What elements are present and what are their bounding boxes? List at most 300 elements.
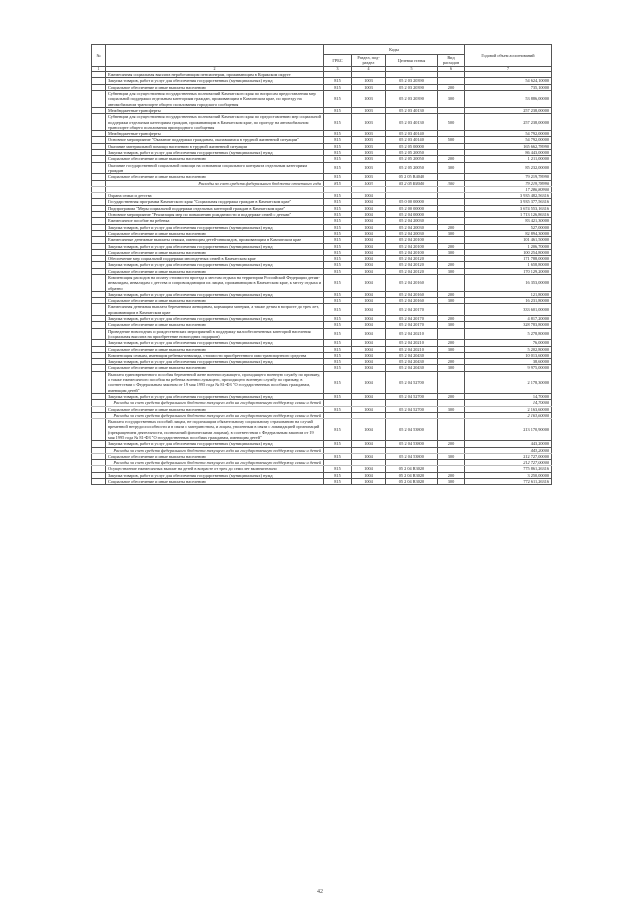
row-name: Социальное обеспечение и иные выплаты населению [106, 322, 324, 328]
row-section: 1003 [352, 150, 386, 156]
row-name: Расходы за счет средств федерального бюджета текущего года на государственную поддержку семьи и детей [106, 400, 324, 406]
row-expense-type [438, 274, 465, 291]
row-name: Подпрограмма "Меры социальной поддержки отдельных категорий граждан в Камчатском крае" [106, 205, 324, 211]
row-grbs: 815 [324, 193, 352, 199]
row-amount: 772 611,26316 [465, 479, 552, 485]
row-section: 1004 [352, 274, 386, 291]
row-name: Социальное обеспечение и иные выплаты населению [106, 365, 324, 371]
row-section: 1004 [352, 212, 386, 218]
row-target-article: 05 2 04 53800 [386, 453, 438, 459]
row-section: 1004 [352, 249, 386, 255]
row-grbs: 815 [324, 84, 352, 90]
row-name: Социальное обеспечение и иные выплаты населению [106, 249, 324, 255]
row-section: 1003 [352, 174, 386, 180]
row-amount: 3 674 553,16316 [465, 205, 552, 211]
row-target-article: 05 2 04 53800 [386, 441, 438, 447]
row-expense-type: 200 [438, 291, 465, 297]
row-expense-type: 300 [438, 91, 465, 108]
row-name: Ежемесячное пособие на ребенка [106, 218, 324, 224]
row-name: Социальное обеспечение и иные выплаты населению [106, 230, 324, 236]
row-amount: 79 219,78990 [465, 174, 552, 180]
row-amount: 86 443,00000 [465, 150, 552, 156]
row-expense-type: 300 [438, 346, 465, 352]
row-section: 1004 [352, 193, 386, 199]
row-expense-type: 300 [438, 268, 465, 274]
row-name: Закупка товаров, работ и услуг для обеспечения государственных (муниципальных) нужд [106, 340, 324, 346]
row-name: Социальное обеспечение и иные выплаты населению [106, 84, 324, 90]
row-grbs: 815 [324, 230, 352, 236]
row-amount: 9 975,00000 [465, 365, 552, 371]
row-target-article: 05 2 04 20160 [386, 291, 438, 297]
row-section: 1004 [352, 479, 386, 485]
row-grbs: 815 [324, 304, 352, 316]
row-section: 1004 [352, 472, 386, 478]
row-target-article: 05 2 04 20210 [386, 346, 438, 352]
row-expense-type [438, 419, 465, 441]
row-name: Субвенции для осуществления государственных полномочий Камчатского края по предоставлению мер социальной поддержки отдельным категориям граждан, проживающим в Камчатском крае, по проезду на автомобильном транспорте общего пользования пригородного сообщения [106, 114, 324, 131]
row-name: Государственная программа Камчатского края "Социальная поддержка граждан в Камчатском крае" [106, 199, 324, 205]
row-section: 1003 [352, 78, 386, 84]
row-name: Расходы за счет средств федерального бюджета текущего года на государственную поддержку семьи и детей [106, 460, 324, 466]
row-amount: 83 421,30000 [465, 218, 552, 224]
row-section: 1004 [352, 218, 386, 224]
row-number [92, 479, 106, 485]
row-grbs: 815 [324, 212, 352, 218]
row-section: 1003 [352, 180, 386, 186]
row-name: Закупка товаров, работ и услуг для обеспечения государственных (муниципальных) нужд [106, 243, 324, 249]
header-amount: Годовой объем ассигнований [465, 45, 552, 67]
row-section: 1003 [352, 143, 386, 149]
row-name: Проведение новогодних и рождественских мероприятий в поддержку малообеспеченных категорий населения (социальная выплата на приобретение новогодних подарков) [106, 328, 324, 340]
row-section: 1004 [352, 441, 386, 447]
row-name: Расходы за счет средств федерального бюджета текущего года на государственную поддержку семьи и детей [106, 447, 324, 453]
row-grbs: 815 [324, 107, 352, 113]
row-grbs: 815 [324, 328, 352, 340]
row-grbs: 815 [324, 365, 352, 371]
row-name: Основное мероприятие "Реализация мер по повышению рождаемости и поддержке семей с детьми" [106, 212, 324, 218]
row-name: Основное мероприятие "Оказание поддержки гражданам, оказавшимся в трудной жизненной ситуации" [106, 137, 324, 143]
row-grbs: 815 [324, 359, 352, 365]
row-section: 1004 [352, 466, 386, 472]
row-expense-type [438, 371, 465, 393]
row-target-article: 05 2 03 40130 [386, 107, 438, 113]
row-amount: 2 163,60000 [465, 412, 552, 418]
row-grbs: 815 [324, 419, 352, 441]
row-grbs: 815 [324, 472, 352, 478]
row-target-article: 05 2 05 R4040 [386, 174, 438, 180]
row-name: Социальное обеспечение и иные выплаты населению [106, 406, 324, 412]
row-target-article: 05 0 00 00000 [386, 199, 438, 205]
row-amount: 212 727,00000 [465, 453, 552, 459]
row-target-article: 05 2 00 00000 [386, 205, 438, 211]
row-expense-type: 200 [438, 340, 465, 346]
row-expense-type: 200 [438, 84, 465, 90]
row-grbs: 815 [324, 340, 352, 346]
row-expense-type: 200 [438, 393, 465, 399]
row-grbs: 815 [324, 162, 352, 174]
row-section: 1004 [352, 224, 386, 230]
row-name: Закупка товаров, работ и услуг для обеспечения государственных (муниципальных) нужд [106, 393, 324, 399]
row-target-article: 05 2 04 20120 [386, 262, 438, 268]
row-amount: 1 206,70000 [465, 243, 552, 249]
row-target-article: 05 2 04 20030 [386, 218, 438, 224]
row-section: 1004 [352, 256, 386, 262]
row-number [92, 328, 106, 340]
row-grbs: 815 [324, 453, 352, 459]
row-amount: 165 662,78990 [465, 143, 552, 149]
row-name: Охрана семьи и детства [106, 193, 324, 199]
row-grbs: 815 [324, 479, 352, 485]
row-section: 1004 [352, 243, 386, 249]
row-amount: 170 129,20000 [465, 268, 552, 274]
row-target-article: 05 2 04 20120 [386, 256, 438, 262]
table-row [92, 479, 552, 485]
table-row [92, 419, 552, 441]
row-section: 1004 [352, 205, 386, 211]
row-expense-type: 300 [438, 180, 465, 186]
row-amount: 54 624,10000 [465, 78, 552, 84]
row-grbs: 815 [324, 143, 352, 149]
row-grbs: 815 [324, 131, 352, 137]
header-number: № [92, 45, 106, 67]
row-number [92, 162, 106, 174]
row-grbs: 815 [324, 243, 352, 249]
row-name: Социальное обеспечение и иные выплаты населению [106, 453, 324, 459]
row-expense-type [438, 328, 465, 340]
row-grbs: 815 [324, 137, 352, 143]
table-row [92, 162, 552, 174]
row-amount: 527,00000 [465, 224, 552, 230]
column-index: 4 [352, 66, 386, 72]
row-grbs: 815 [324, 346, 352, 352]
row-target-article: 05 2 04 20210 [386, 328, 438, 340]
row-section: 1004 [352, 262, 386, 268]
row-grbs: 815 [324, 441, 352, 447]
row-target-article: 05 2 04 20160 [386, 274, 438, 291]
column-index: 5 [386, 66, 438, 72]
header-codes-group: Коды [324, 45, 465, 55]
row-target-article: 05 2 04 20430 [386, 365, 438, 371]
row-grbs: 815 [324, 352, 352, 358]
row-expense-type: 200 [438, 224, 465, 230]
row-amount: 38,60000 [465, 359, 552, 365]
row-target-article: 05 2 04 20100 [386, 243, 438, 249]
row-amount: 17 286,80900 [465, 186, 552, 192]
row-grbs: 815 [324, 262, 352, 268]
row-expense-type: 300 [438, 365, 465, 371]
row-section: 1004 [352, 230, 386, 236]
row-grbs: 815 [324, 218, 352, 224]
column-index: 3 [324, 66, 352, 72]
column-index: 6 [438, 66, 465, 72]
row-amount: 775 861,26316 [465, 466, 552, 472]
row-target-article: 05 2 04 00000 [386, 212, 438, 218]
row-expense-type: 300 [438, 453, 465, 459]
row-name: Закупка товаров, работ и услуг для обеспечения государственных (муниципальных) нужд [106, 472, 324, 478]
row-target-article: 05 2 04 R3020 [386, 472, 438, 478]
row-grbs: 815 [324, 274, 352, 291]
row-grbs: 815 [324, 393, 352, 399]
row-amount: 54 792,00000 [465, 131, 552, 137]
row-section: 1004 [352, 340, 386, 346]
row-grbs: 815 [324, 91, 352, 108]
row-section: 1004 [352, 304, 386, 316]
row-name: Социальное обеспечение и иные выплаты населению [106, 479, 324, 485]
row-expense-type: 200 [438, 262, 465, 268]
row-target-article: 05 2 04 R3020 [386, 466, 438, 472]
row-name: Межбюджетные трансферты [106, 131, 324, 137]
row-name: Компенсация семьям, имеющим ребенка-инвалида, стоимости приобретенного ими транспортного средства [106, 352, 324, 358]
row-section: 1004 [352, 352, 386, 358]
row-amount: 2 178,30000 [465, 371, 552, 393]
row-name: Ежемесячные денежные выплаты семьям, имеющим детей-инвалидов, проживающим в Камчатском крае [106, 237, 324, 243]
row-grbs: 815 [324, 316, 352, 322]
row-expense-type: 200 [438, 243, 465, 249]
row-target-article: 05 2 04 20210 [386, 340, 438, 346]
row-grbs: 815 [324, 180, 352, 186]
table-body [92, 72, 552, 485]
row-amount: 213 170,90000 [465, 419, 552, 441]
row-grbs: 815 [324, 114, 352, 131]
row-grbs: 815 [324, 322, 352, 328]
row-amount: 79 219,78990 [465, 180, 552, 186]
row-grbs: 815 [324, 291, 352, 297]
row-target-article: 05 2 04 52700 [386, 406, 438, 412]
row-amount: 257 238,00000 [465, 107, 552, 113]
page-number: 42 [317, 889, 323, 895]
row-expense-type [438, 304, 465, 316]
row-amount: 100 254,80000 [465, 249, 552, 255]
row-grbs: 815 [324, 249, 352, 255]
row-expense-type: 300 [438, 230, 465, 236]
row-amount: 121,80000 [465, 291, 552, 297]
row-name: Закупка товаров, работ и услуг для обеспечения государственных (муниципальных) нужд [106, 441, 324, 447]
row-section: 1004 [352, 346, 386, 352]
row-grbs: 815 [324, 156, 352, 162]
row-amount: 3 935 482,56316 [465, 193, 552, 199]
row-name: Закупка товаров, работ и услуг для обеспечения государственных (муниципальных) нужд [106, 78, 324, 84]
row-expense-type: 500 [438, 137, 465, 143]
row-section: 1004 [352, 365, 386, 371]
row-expense-type: 300 [438, 479, 465, 485]
column-index: 7 [465, 66, 552, 72]
row-grbs: 815 [324, 199, 352, 205]
table-row [92, 328, 552, 340]
row-section: 1004 [352, 371, 386, 393]
row-name: Закупка товаров, работ и услуг для обеспечения государственных (муниципальных) нужд [106, 359, 324, 365]
row-target-article: 05 2 04 20030 [386, 224, 438, 230]
row-target-article: 05 2 04 20430 [386, 352, 438, 358]
row-grbs: 815 [324, 371, 352, 393]
row-amount: 2 163,60000 [465, 406, 552, 412]
row-grbs: 815 [324, 268, 352, 274]
row-number [92, 419, 106, 441]
row-number [92, 114, 106, 131]
row-target-article: 05 2 04 52700 [386, 393, 438, 399]
row-name: Выплата единовременного пособия беременной жене военнослужащего, проходящего военную службу по призыву, а также ежемесячного пособия на ребенка военнослужащего, проходящего военную службу по призыву, в соответствии с Федеральным законом от 19 мая 1995 года № 81-ФЗ "О государственных пособиях гражданам, имеющим детей" [106, 371, 324, 393]
row-name: Социальное обеспечение и иные выплаты населению [106, 346, 324, 352]
row-amount: 4 817,20000 [465, 316, 552, 322]
row-expense-type: 200 [438, 441, 465, 447]
row-name: Оказание материальной помощи населению в трудной жизненной ситуации [106, 143, 324, 149]
row-target-article: 05 2 04 R3020 [386, 479, 438, 485]
row-grbs: 815 [324, 150, 352, 156]
row-section: 1004 [352, 268, 386, 274]
row-amount: 5 202,80000 [465, 346, 552, 352]
row-section: 1004 [352, 328, 386, 340]
row-name: Закупка товаров, работ и услуг для обеспечения государственных (муниципальных) нужд [106, 224, 324, 230]
row-target-article: 05 2 05 20050 [386, 150, 438, 156]
row-amount: 328 783,80000 [465, 322, 552, 328]
row-amount: 101 461,50000 [465, 237, 552, 243]
row-grbs: 815 [324, 237, 352, 243]
row-section: 1003 [352, 131, 386, 137]
table-header-row [92, 45, 552, 55]
column-index: 1 [92, 66, 106, 72]
row-name: Закупка товаров, работ и услуг для обеспечения государственных (муниципальных) нужд [106, 150, 324, 156]
header-expense-type: Вид расходов [438, 55, 465, 67]
row-name: Закупка товаров, работ и услуг для обеспечения государственных (муниципальных) нужд [106, 262, 324, 268]
row-target-article: 05 2 05 00000 [386, 143, 438, 149]
row-expense-type: 200 [438, 316, 465, 322]
row-target-article: 05 2 05 20050 [386, 162, 438, 174]
row-expense-type: 500 [438, 114, 465, 131]
row-amount: 443,20000 [465, 447, 552, 453]
row-name: Социальное обеспечение и иные выплаты населению [106, 268, 324, 274]
row-section: 1003 [352, 91, 386, 108]
row-amount: 54 792,00000 [465, 137, 552, 143]
row-target-article: 05 2 04 53800 [386, 419, 438, 441]
row-name: Осуществление ежемесячных выплат на детей в возрасте от трех до семи лет включительно [106, 466, 324, 472]
row-target-article: 05 2 03 40130 [386, 114, 438, 131]
row-grbs: 815 [324, 205, 352, 211]
row-name: Расходы за счет средств федерального бюджета текущего года на государственную поддержку семьи и детей [106, 412, 324, 418]
row-name: Социальное обеспечение и иные выплаты населению [106, 174, 324, 180]
row-section: 1003 [352, 137, 386, 143]
table-row [92, 274, 552, 291]
header-name [106, 45, 324, 67]
row-amount: 53 886,00000 [465, 91, 552, 108]
row-section: 1003 [352, 162, 386, 174]
row-target-article: 05 2 04 20170 [386, 304, 438, 316]
row-name: Ежемесячная денежная выплата беременным женщинам, кормящим матерям, а также детям в возрасте до трех лет, проживающим в Камчатском крае [106, 304, 324, 316]
row-target-article: 05 2 04 20100 [386, 237, 438, 243]
row-name: Социальное обеспечение и иные выплаты населению [106, 156, 324, 162]
row-expense-type: 300 [438, 162, 465, 174]
row-grbs: 815 [324, 174, 352, 180]
row-amount: 16 353,00000 [465, 274, 552, 291]
row-target-article: 05 2 04 20170 [386, 322, 438, 328]
row-number [92, 304, 106, 316]
row-target-article: 05 2 03 20390 [386, 91, 438, 108]
row-target-article: 05 2 04 20170 [386, 316, 438, 322]
row-name: Межбюджетные трансферты [106, 107, 324, 113]
row-amount: 1 658,80000 [465, 262, 552, 268]
row-section: 1004 [352, 393, 386, 399]
row-name: Выплата государственных пособий лицам, не подлежащим обязательному социальному страхованию на случай временной нетрудоспособности и в связи с материнством, и лицам, уволенным в связи с ликвидацией организаций (прекращением деятельности, полномочий физическими лицами), в соответствии с Федеральным законом от 19 мая 1995 года № 81-ФЗ "О государственных пособиях гражданам, имеющим детей" [106, 419, 324, 441]
table-row [92, 114, 552, 131]
row-target-article: 05 2 05 R4040 [386, 180, 438, 186]
row-target-article: 05 2 04 52700 [386, 371, 438, 393]
budget-allocation-table [91, 44, 552, 485]
row-number [92, 371, 106, 393]
row-section: 1004 [352, 291, 386, 297]
row-target-article: 05 2 04 20030 [386, 230, 438, 236]
table-row [92, 304, 552, 316]
row-expense-type: 300 [438, 249, 465, 255]
row-amount: 82 894,30000 [465, 230, 552, 236]
row-amount: 16 231,80000 [465, 298, 552, 304]
row-target-article: 05 2 03 20390 [386, 78, 438, 84]
table-row [92, 91, 552, 108]
row-name: Социальное обеспечение и иные выплаты населению [106, 298, 324, 304]
row-target-article: 05 2 05 20050 [386, 156, 438, 162]
row-amount: 212 727,00000 [465, 460, 552, 466]
row-section: 1003 [352, 84, 386, 90]
row-grbs: 815 [324, 78, 352, 84]
row-section: 1004 [352, 316, 386, 322]
row-amount: 735,10000 [465, 84, 552, 90]
column-index: 2 [106, 66, 324, 72]
row-amount: 3 935 377,56316 [465, 199, 552, 205]
row-expense-type: 200 [438, 359, 465, 365]
row-target-article: 05 2 04 20160 [386, 298, 438, 304]
row-name: Субвенции для осуществления государственных полномочий Камчатского края по вопросам предоставления мер социальной поддержки отдельным категориям граждан, проживающим в Камчатском крае, по проезду на автомобильном транспорте общего пользования городского сообщения [106, 91, 324, 108]
row-grbs: 815 [324, 466, 352, 472]
row-amount: 443,20000 [465, 441, 552, 447]
row-number [92, 91, 106, 108]
row-amount: 1 713 126,86316 [465, 212, 552, 218]
row-name: Закупка товаров, работ и услуг для обеспечения государственных (муниципальных) нужд [106, 291, 324, 297]
row-amount: 10 013,60000 [465, 352, 552, 358]
row-expense-type: 300 [438, 322, 465, 328]
header-target: Целевая статья [386, 55, 438, 67]
row-name: Компенсация расходов на оплату стоимости проезда к местам отдыха на территории Российской Федерации детям-инвалидам, инвалидам с детства и сопровождающим их лицам, проживающим в Камчатском крае, к месту отдыха и обратно [106, 274, 324, 291]
row-name: Оказание государственной социальной помощи на основании социального контракта отдельным категориям граждан [106, 162, 324, 174]
row-section: 1003 [352, 156, 386, 162]
row-name: Обеспечение мер социальной поддержки многодетных семей в Камчатском крае [106, 256, 324, 262]
row-amount: 76,00000 [465, 340, 552, 346]
row-amount: 171 788,00000 [465, 256, 552, 262]
row-target-article: 05 2 03 40140 [386, 131, 438, 137]
row-expense-type: 300 [438, 298, 465, 304]
row-amount: 333 601,00000 [465, 304, 552, 316]
row-name: Расходы за счет средств федерального бюджета отчетного года [106, 180, 324, 186]
row-name: Закупка товаров, работ и услуг для обеспечения государственных (муниципальных) нужд [106, 316, 324, 322]
header-section: Раздел, под-раздел [352, 55, 386, 67]
row-amount: 85 232,00000 [465, 162, 552, 174]
row-expense-type: 200 [438, 472, 465, 478]
row-target-article: 05 2 04 20100 [386, 249, 438, 255]
row-section: 1004 [352, 237, 386, 243]
row-amount: 14,70000 [465, 393, 552, 399]
row-section: 1004 [352, 419, 386, 441]
row-section: 1004 [352, 406, 386, 412]
row-number [92, 274, 106, 291]
row-section: 1004 [352, 453, 386, 459]
row-target-article: 05 2 03 40140 [386, 137, 438, 143]
row-section: 1004 [352, 199, 386, 205]
row-section: 1003 [352, 114, 386, 131]
table-row [92, 371, 552, 393]
row-grbs: 815 [324, 224, 352, 230]
header-grbs: ГРБС [324, 55, 352, 67]
row-target-article: 05 2 04 20120 [386, 268, 438, 274]
row-grbs: 815 [324, 256, 352, 262]
row-target-article: 05 2 03 20390 [386, 84, 438, 90]
row-section: 1003 [352, 107, 386, 113]
row-grbs: 815 [324, 298, 352, 304]
